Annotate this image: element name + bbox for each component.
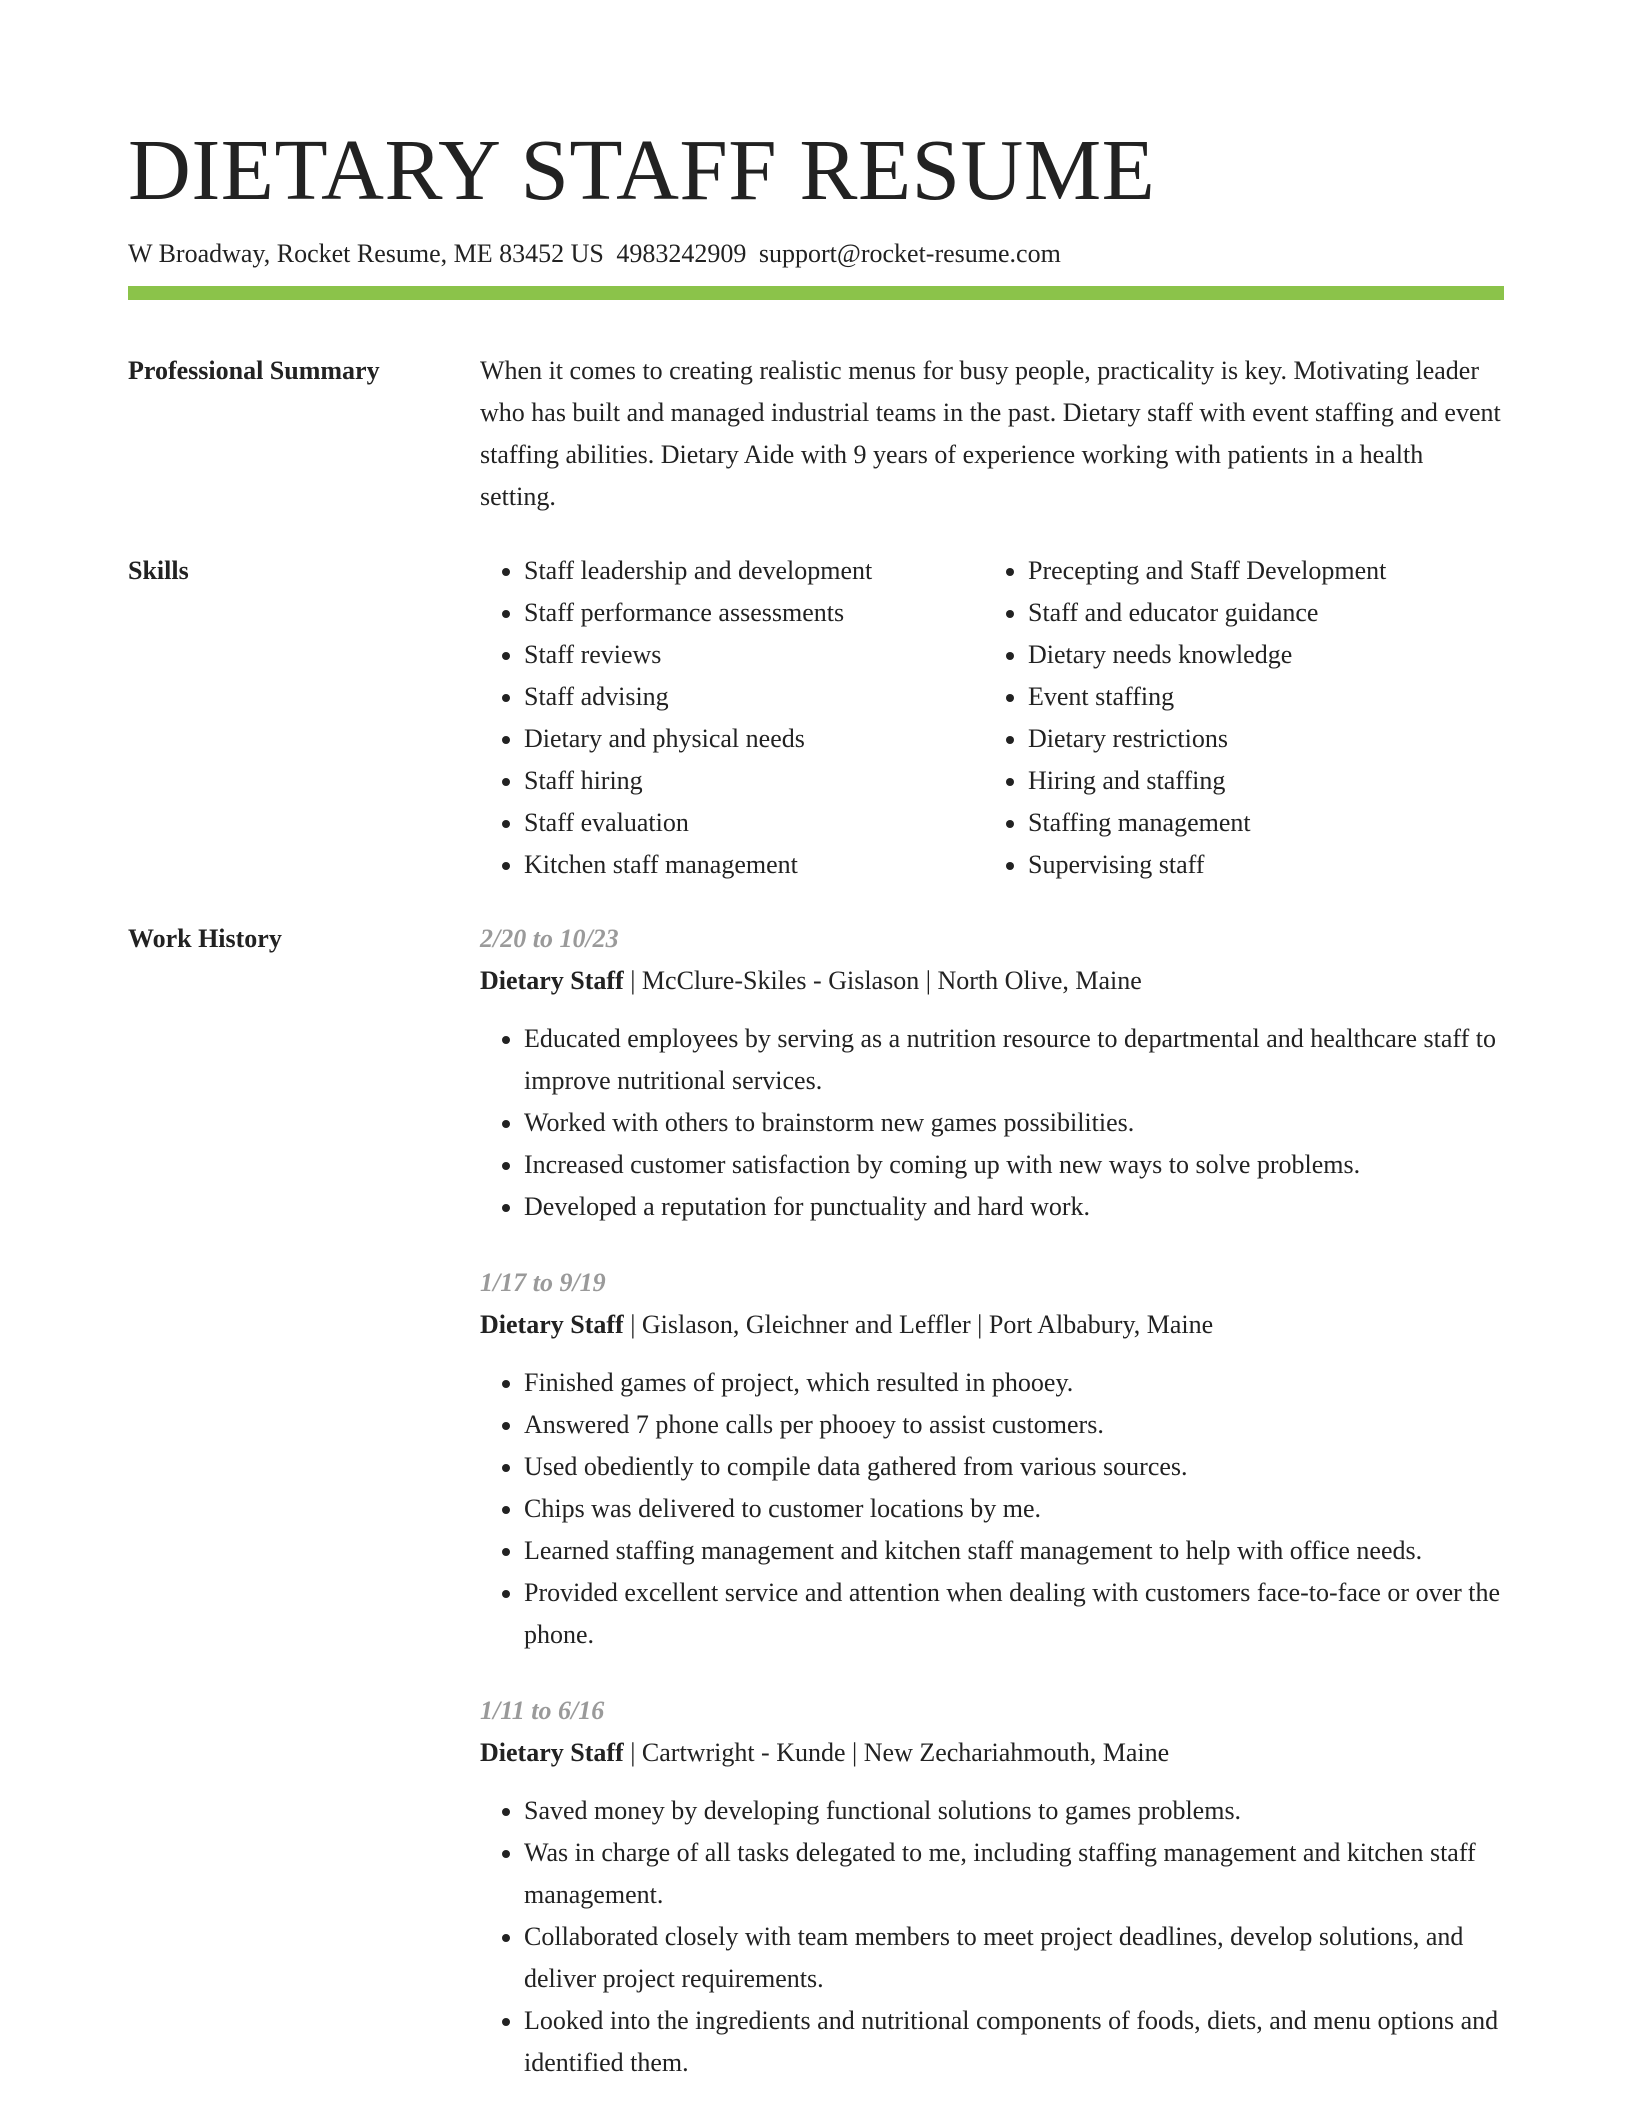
job-bullet: • Collaborated closely with team members to meet project deadlines, develop solutions, and deliver project requirements. — [524, 1916, 1504, 2000]
job-entry — [480, 1690, 1504, 2084]
job-separator: | — [970, 1310, 989, 1339]
job-bullets — [480, 1018, 1504, 1228]
section-title-skills: Skills — [128, 556, 189, 585]
skill-item: • Precepting and Staff Development — [1028, 550, 1488, 592]
skill-item: • Staff reviews — [524, 634, 984, 676]
summary-body — [480, 350, 1504, 518]
job-role: Dietary Staff — [480, 966, 624, 995]
section-title-summary: Professional Summary — [128, 356, 380, 385]
job-entry — [480, 1262, 1504, 1656]
contact-email: support@rocket-resume.com — [758, 239, 1061, 268]
skill-item: • Staffing management — [1028, 802, 1488, 844]
job-bullet: • Answered 7 phone calls per phooey to assist customers. — [524, 1404, 1504, 1446]
job-separator: | — [623, 1738, 642, 1767]
section-title-work-history: Work History — [128, 924, 282, 953]
skill-item: • Dietary restrictions — [1028, 718, 1488, 760]
skill-item: • Staff advising — [524, 676, 984, 718]
job-dates: 2/20 to 10/23 — [480, 924, 619, 953]
skill-item: • Hiring and staffing — [1028, 760, 1488, 802]
job-location: Port Albabury, Maine — [988, 1310, 1214, 1339]
job-separator: | — [623, 1310, 642, 1339]
job-separator: | — [845, 1738, 864, 1767]
job-bullet: • Developed a reputation for punctuality and hard work. — [524, 1186, 1504, 1228]
job-bullet: • Learned staffing management and kitchen staff management to help with office needs. — [524, 1530, 1504, 1572]
job-location: North Olive, Maine — [937, 966, 1142, 995]
skills-list-left — [480, 550, 984, 886]
job-location: New Zechariahmouth, Maine — [863, 1738, 1170, 1767]
skill-item: • Staff and educator guidance — [1028, 592, 1488, 634]
skill-item: • Staff leadership and development — [524, 550, 984, 592]
contact-line — [128, 236, 1504, 272]
skill-item: • Dietary needs knowledge — [1028, 634, 1488, 676]
job-bullet: • Finished games of project, which resulted in phooey. — [524, 1362, 1504, 1404]
job-bullet: • Increased customer satisfaction by coming up with new ways to solve problems. — [524, 1144, 1504, 1186]
job-bullet: • Saved money by developing functional solutions to games problems. — [524, 1790, 1504, 1832]
job-bullets — [480, 1362, 1504, 1656]
job-bullet: • Worked with others to brainstorm new games possibilities. — [524, 1102, 1504, 1144]
resume-header — [128, 110, 1504, 272]
job-company: Gislason, Gleichner and Leffler — [641, 1310, 971, 1339]
job-title-line — [480, 1304, 1504, 1346]
work-history-body — [480, 918, 1504, 2112]
job-role: Dietary Staff — [480, 1310, 624, 1339]
job-bullet: • Provided excellent service and attention when dealing with customers face-to-face or over the phone. — [524, 1572, 1504, 1656]
skill-item: • Kitchen staff management — [524, 844, 984, 886]
skills-columns — [480, 550, 1504, 886]
job-separator: | — [623, 966, 642, 995]
job-bullet: • Chips was delivered to customer locations by me. — [524, 1488, 1504, 1530]
job-bullets — [480, 1790, 1504, 2084]
header-divider — [128, 286, 1504, 300]
job-dates: 1/17 to 9/19 — [480, 1268, 606, 1297]
job-bullet: • Educated employees by serving as a nutrition resource to departmental and healthcare staff to improve nutritional services. — [524, 1018, 1504, 1102]
job-bullet: • Used obediently to compile data gathered from various sources. — [524, 1446, 1504, 1488]
contact-address: W Broadway, Rocket Resume, ME 83452 US — [128, 239, 604, 268]
job-bullet: • Was in charge of all tasks delegated to me, including staffing management and kitchen staff management. — [524, 1832, 1504, 1916]
job-separator: | — [919, 966, 938, 995]
summary-text: When it comes to creating realistic menus for busy people, practicality is key. Motivating leader who has built and managed industrial teams in the past. Dietary staff with event staffing and event staffing abilities. Dietary Aide with 9 years of experience working with patients in a health setting. — [480, 356, 1501, 511]
job-title-line — [480, 1732, 1504, 1774]
job-bullet: • Looked into the ingredients and nutritional components of foods, diets, and menu options and identified them. — [524, 2000, 1504, 2084]
resume-title: DIETARY STAFF RESUME — [128, 121, 1156, 218]
contact-phone: 4983242909 — [616, 239, 747, 268]
skill-item: • Staff performance assessments — [524, 592, 984, 634]
job-dates: 1/11 to 6/16 — [480, 1696, 605, 1725]
job-company: Cartwright - Kunde — [641, 1738, 846, 1767]
skill-item: • Staff evaluation — [524, 802, 984, 844]
skill-item: • Supervising staff — [1028, 844, 1488, 886]
job-company: McClure-Skiles - Gislason — [641, 966, 920, 995]
job-title-line — [480, 960, 1504, 1002]
skill-item: • Staff hiring — [524, 760, 984, 802]
skills-list-right — [984, 550, 1488, 886]
skills-body — [480, 550, 1504, 886]
skill-item: • Dietary and physical needs — [524, 718, 984, 760]
job-entry — [480, 918, 1504, 1228]
job-role: Dietary Staff — [480, 1738, 624, 1767]
skill-item: • Event staffing — [1028, 676, 1488, 718]
